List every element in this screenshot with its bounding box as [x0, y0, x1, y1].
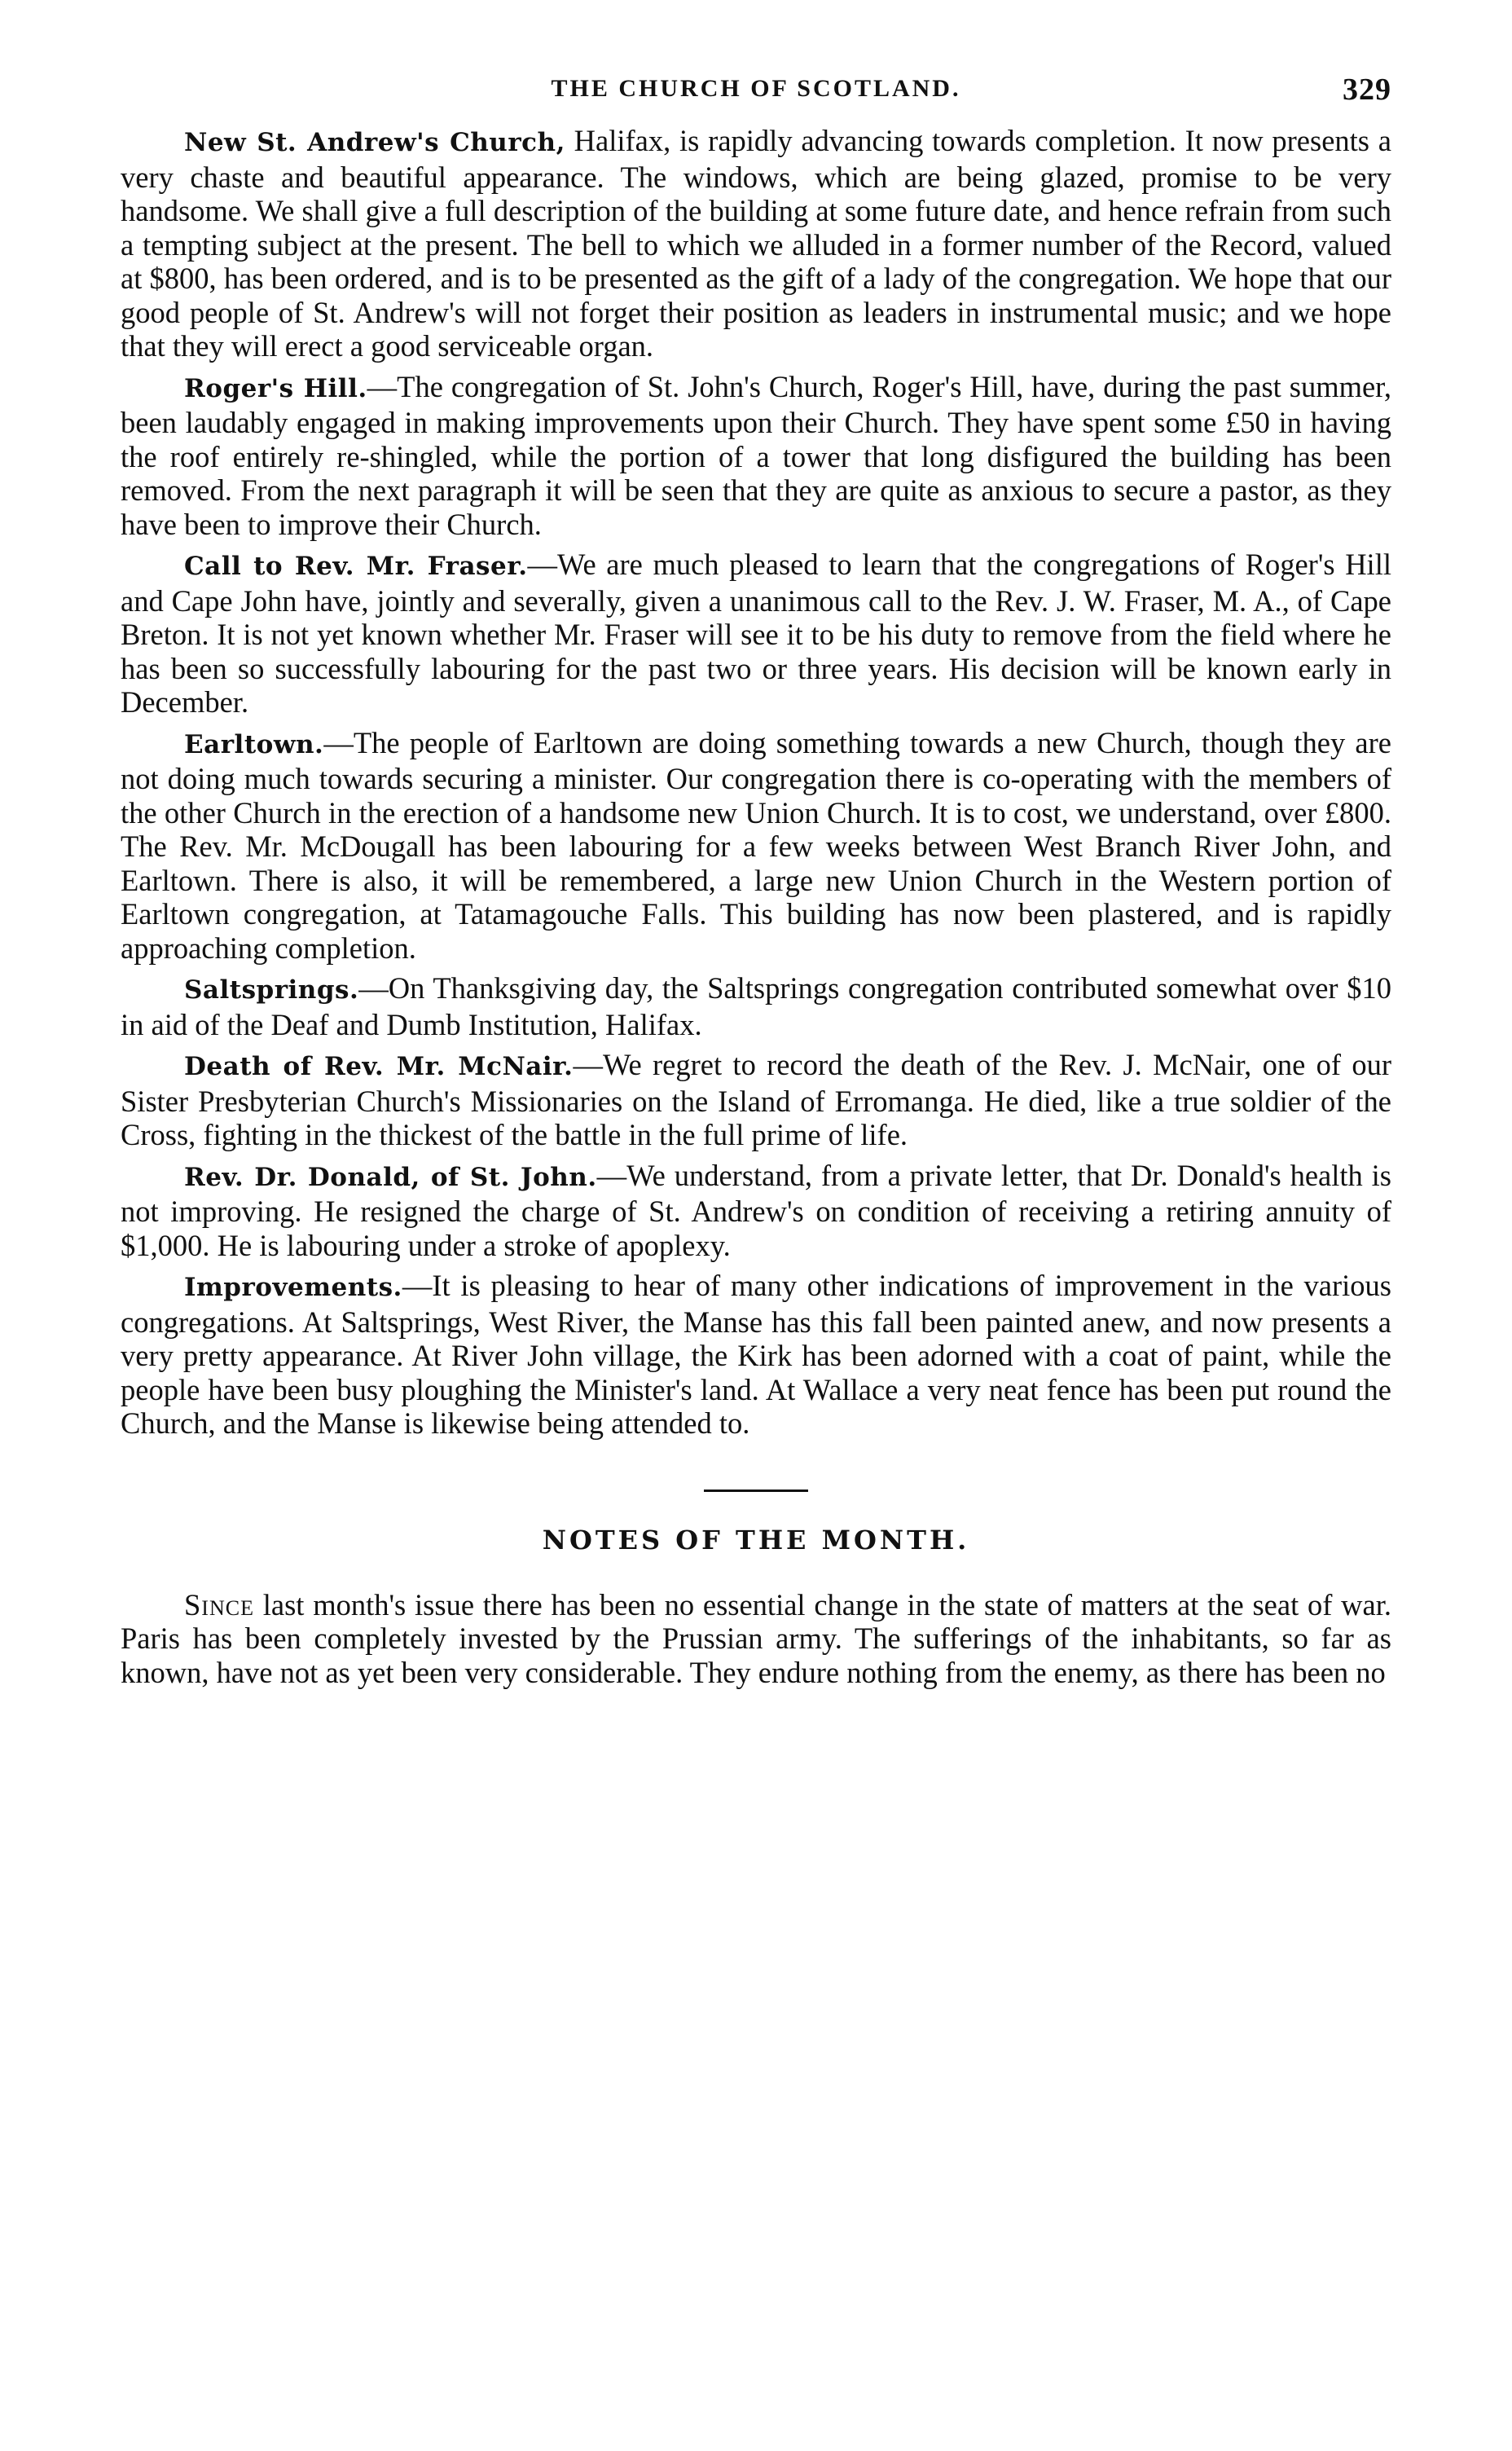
paragraph-new-st-andrews-church: [121, 124, 1391, 363]
paragraph-text: —We regret to record the death of the Rev. J. McNair, one of our Sister Presbyterian Church's Missionaries on the Island of Erromanga. He died, like a true soldier of the Cross, fighting in the thickest of the battle in the full prime of life.: [121, 1048, 1391, 1151]
paragraph-opening-word: Since: [184, 1587, 254, 1622]
paragraph-earltown: [121, 726, 1391, 966]
paragraph-rogers-hill: [121, 370, 1391, 542]
paragraph-text: —It is pleasing to hear of many other indications of improvement in the various congregations. At Saltsprings, West River, the Manse has this fall been painted anew, and now presents a very pretty appearance. At River John village, the Kirk has been adorned with a coat of paint, while the people have been busy ploughing the Minister's land. At Wallace a very neat fence has been put round the Church, and the Manse is likewise being attended to.: [121, 1269, 1391, 1440]
paragraph-heading: Saltsprings.: [184, 975, 359, 1005]
paragraph-heading: Earltown.: [184, 729, 324, 759]
paragraph-saltsprings: [121, 971, 1391, 1041]
paragraph-heading: Rev. Dr. Donald, of St. John.: [184, 1162, 597, 1192]
paragraph-text: —On Thanksgiving day, the Saltsprings congregation contributed somewhat over $10 in aid of the Deaf and Dumb Institution, Halifax.: [121, 971, 1391, 1041]
paragraph-text: —We understand, from a private letter, that Dr. Donald's health is not improving. He resigned the charge of St. Andrew's on condition of receiving a retiring annuity of $1,000. He is labouring under a stroke of apoplexy.: [121, 1158, 1391, 1262]
paragraph-notes-of-the-month: [121, 1588, 1391, 1690]
paragraph-heading: Death of Rev. Mr. McNair.: [184, 1052, 574, 1081]
paragraph-call-to-rev-fraser: [121, 548, 1391, 719]
paragraph-text: last month's issue there has been no essential change in the state of matters at the seat of war. Paris has been completely invested by the Prussian army. The sufferings of the inhabitants, so far as known, have not as yet been very considerable. They endure nothing from the enemy, as there has been no: [121, 1587, 1391, 1689]
section-divider: [704, 1490, 808, 1492]
paragraph-rev-dr-donald: [121, 1159, 1391, 1263]
paragraph-text: Halifax, is rapidly advancing towards completion. It now presents a very chaste and beautiful appearance. The windows, which are being glazed, promise to be very handsome. We shall give a full description of the building at some future date, and hence refrain from such a tempting subject at the present. The bell to which we alluded in a former number of the Record, valued at $800, has been ordered, and is to be presented as the gift of a lady of the congregation. We hope that our good people of St. Andrew's will not forget their position as leaders in instrumental music; and we hope that they will erect a good serviceable organ.: [121, 124, 1391, 363]
paragraph-text: —The congregation of St. John's Church, Roger's Hill, have, during the past summer, been laudably engaged in making improvements upon their Church. They have spent some £50 in having the roof entirely re-shingled, while the portion of a tower that long disfigured the building has been removed. From the next paragraph it will be seen that they are quite as anxious to secure a pastor, as they have been to improve their Church.: [121, 369, 1391, 541]
paragraph-text: —The people of Earltown are doing something towards a new Church, though they are not doing much towards securing a minister. Our congregation there is co-operating with the members of the other Church in the erection of a handsome new Union Church. It is to cost, we understand, over £800. The Rev. Mr. McDougall has been labouring for a few weeks between West Branch River John, and Earltown. There is also, it will be remembered, a large new Union Church in the Western portion of Earltown congregation, at Tatamagouche Falls. This building has now been plastered, and is rapidly approaching completion.: [121, 725, 1391, 965]
running-head-title: THE CHURCH OF SCOTLAND.: [551, 75, 961, 102]
paragraph-heading: New St. Andrew's Church,: [184, 128, 565, 157]
running-head: [121, 75, 1391, 124]
page-number: 329: [1343, 73, 1391, 107]
document-page: [121, 75, 1391, 1696]
paragraph-heading: Roger's Hill.: [184, 373, 367, 403]
paragraph-heading: Improvements.: [184, 1273, 402, 1302]
paragraph-text: —We are much pleased to learn that the congregations of Roger's Hill and Cape John have, jointly and severally, given a unanimous call to the Rev. J. W. Fraser, M. A., of Cape Breton. It is not yet known whether Mr. Fraser will see it to be his duty to remove from the field where he has been so successfully labouring for the past two or three years. His decision will be known early in December.: [121, 548, 1391, 719]
paragraph-heading: Call to Rev. Mr. Fraser.: [184, 552, 528, 581]
paragraph-death-of-rev-mcnair: [121, 1048, 1391, 1152]
notes-of-the-month-heading: NOTES OF THE MONTH.: [542, 1524, 970, 1556]
paragraph-improvements: [121, 1269, 1391, 1441]
